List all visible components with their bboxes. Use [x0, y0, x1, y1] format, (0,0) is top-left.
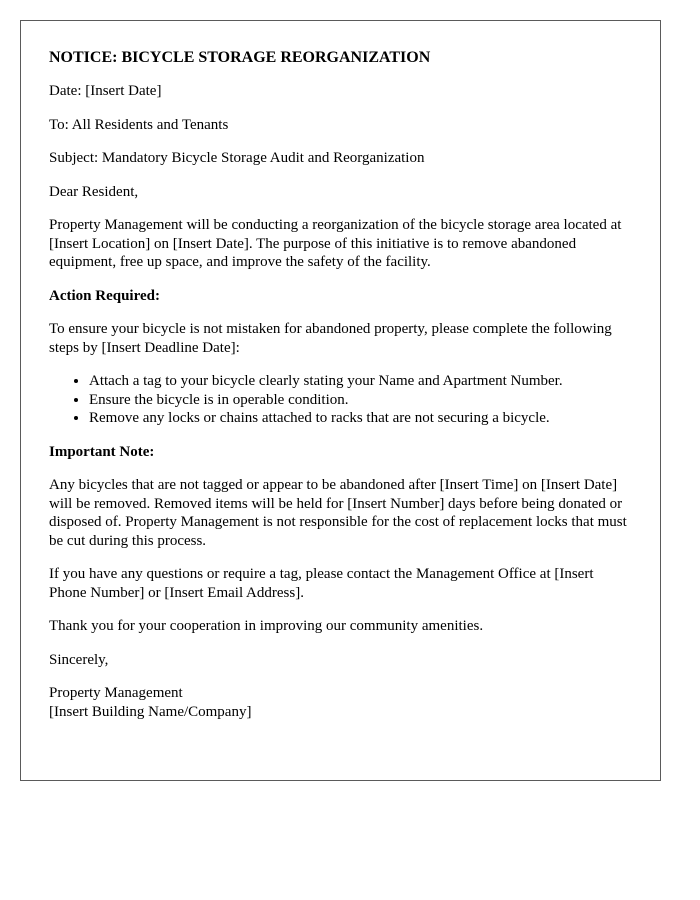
signature-company: [Insert Building Name/Company] — [49, 703, 252, 720]
important-paragraph: Any bicycles that are not tagged or appear to be abandoned after [Insert Time] on [Insert Date] will be removed. Removed items will be held for [Insert Number] days before being donated or disposed of. Property Management is not responsible for the cost of replacement locks that must be cut during this process. — [49, 477, 627, 549]
action-step-item: • Ensure the bicycle is in operable condition. — [89, 391, 629, 410]
notice-content — [49, 48, 629, 736]
important-note-heading: Important Note: — [49, 443, 155, 460]
action-steps-list — [49, 372, 629, 428]
greeting: Dear Resident, — [49, 183, 139, 200]
contact-paragraph: If you have any questions or require a tag, please contact the Management Office at [Insert Phone Number] or [Insert Email Address]. — [49, 566, 594, 601]
date-line: Date: [Insert Date] — [49, 83, 162, 99]
notice-title: NOTICE: BICYCLE STORAGE REORGANIZATION — [49, 49, 431, 66]
signature-name: Property Management — [49, 685, 183, 701]
action-required-heading: Action Required: — [49, 287, 160, 304]
to-line: To: All Residents and Tenants — [49, 116, 229, 133]
signature-block — [49, 684, 629, 721]
subject-line: Subject: Mandatory Bicycle Storage Audit and Reorganization — [49, 150, 425, 166]
intro-paragraph: Property Management will be conducting a reorganization of the bicycle storage area located at [Insert Location] on [Insert Date]. The purpose of this initiative is to remove abandoned equipment, free up space, and improve the safety of the facility. — [49, 217, 622, 270]
closing: Sincerely, — [49, 651, 109, 668]
thanks-paragraph: Thank you for your cooperation in improving our community amenities. — [49, 618, 484, 634]
action-step-item: • Attach a tag to your bicycle clearly stating your Name and Apartment Number. — [89, 372, 629, 391]
action-paragraph: To ensure your bicycle is not mistaken for abandoned property, please complete the following steps by [Insert Deadline Date]: — [49, 321, 612, 356]
action-step-item: • Remove any locks or chains attached to racks that are not securing a bicycle. — [89, 409, 629, 428]
notice-card — [20, 20, 661, 781]
